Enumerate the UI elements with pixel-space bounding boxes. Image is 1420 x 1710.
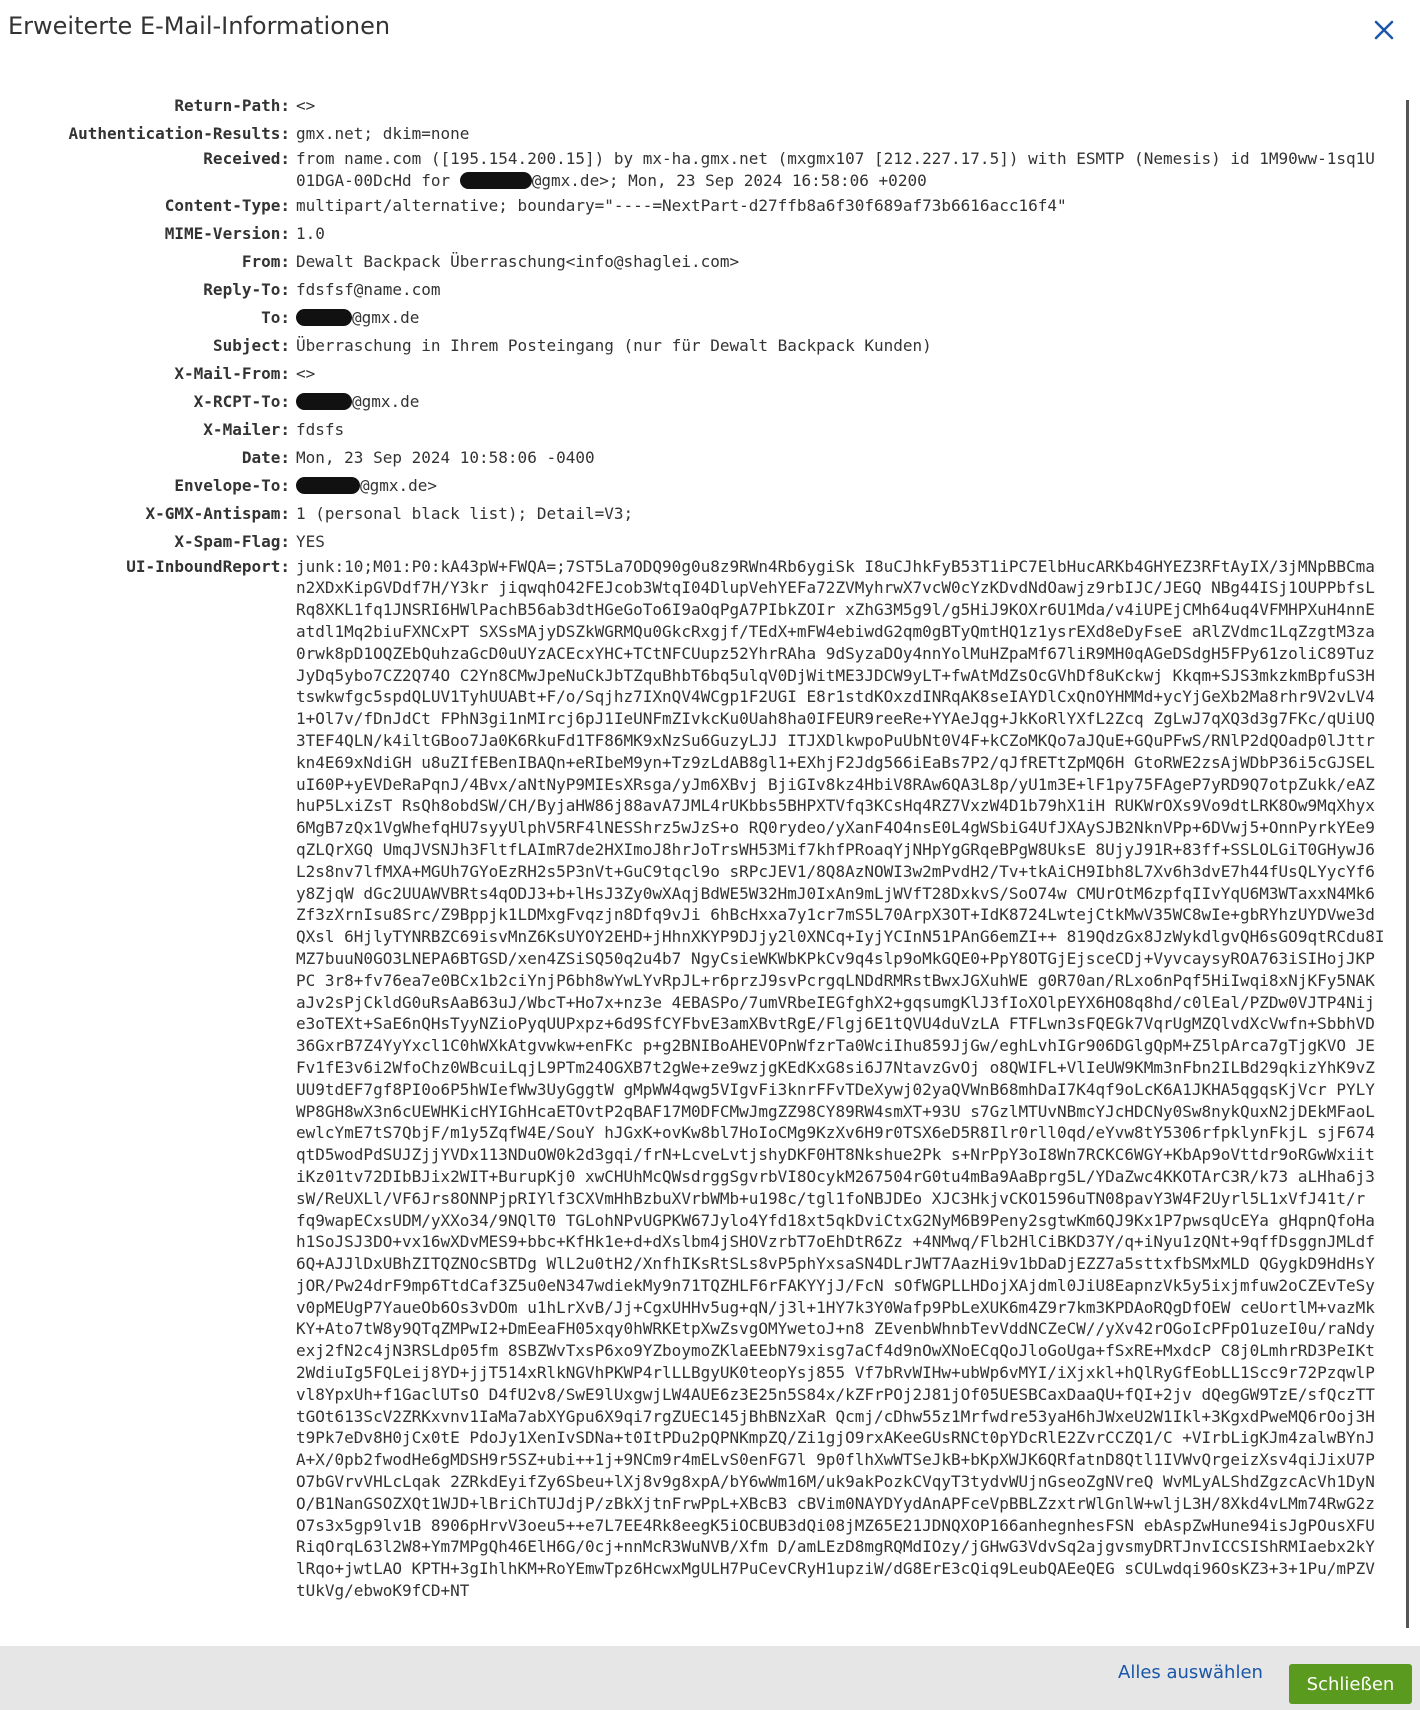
header-name: Date: — [241, 447, 290, 467]
header-value: @gmx.de> — [296, 472, 1410, 500]
header-name: Return-Path: — [174, 96, 290, 115]
header-row — [0, 500, 1414, 528]
select-all-link[interactable]: Alles auswählen — [1118, 1662, 1263, 1683]
header-name: X-GMX-Antispam: — [145, 503, 290, 523]
header-name: To: — [261, 307, 290, 327]
header-row — [0, 148, 1414, 192]
header-row — [0, 360, 1414, 388]
header-row — [0, 332, 1414, 360]
header-row — [0, 444, 1414, 472]
header-name: UI-InboundReport: — [126, 556, 290, 576]
header-row — [0, 388, 1414, 416]
header-row — [0, 248, 1414, 276]
header-row — [0, 304, 1414, 332]
header-row — [0, 220, 1414, 248]
header-value: from name.com ([195.154.200.15]) by mx-ha.gmx.net (mxgmx107 [212.227.17.5]) with ESMTP (Nemesis) id 1M90ww-1sq1U 01DGA-00DcHd for @gmx.de>; Mon, 23 Sep 2024 16:58:06 +0200 — [296, 149, 1375, 190]
redacted-address — [296, 309, 352, 326]
headers-panel[interactable] — [0, 92, 1414, 1632]
header-value: Mon, 23 Sep 2024 10:58:06 -0400 — [296, 447, 595, 467]
header-value: <> — [296, 363, 316, 383]
header-name: X-Spam-Flag: — [174, 531, 290, 551]
header-value: 1.0 — [296, 223, 325, 243]
header-name: MIME-Version: — [164, 223, 290, 243]
header-value: fdsfsf@name.com — [296, 279, 441, 299]
header-name: Reply-To: — [203, 279, 290, 299]
close-icon[interactable] — [1368, 14, 1400, 46]
header-row — [0, 120, 1414, 148]
header-value: multipart/alternative; boundary="----=NextPart-d27ffb8a6f30f689af73b6616acc16f4" — [296, 195, 1067, 215]
dialog-title: Erweiterte E-Mail-Informationen — [8, 12, 391, 40]
header-row — [0, 192, 1414, 220]
header-name: From: — [241, 251, 290, 271]
header-row — [0, 528, 1414, 556]
header-value: @gmx.de — [296, 388, 1410, 416]
redacted-address — [296, 393, 352, 410]
vertical-scrollbar[interactable] — [1406, 100, 1409, 1628]
header-name: Authentication-Results: — [68, 124, 290, 143]
header-value: Überraschung in Ihrem Posteingang (nur für Dewalt Backpack Kunden) — [296, 335, 932, 355]
header-name: Envelope-To: — [174, 475, 290, 495]
header-value: fdsfs — [296, 419, 345, 439]
header-row-inbound-report — [0, 556, 1414, 1602]
header-name: Received: — [203, 149, 290, 168]
header-name: Subject: — [212, 335, 290, 355]
header-value: YES — [296, 531, 325, 551]
header-row — [0, 416, 1414, 444]
header-value: gmx.net; dkim=none — [296, 124, 470, 143]
redacted-address — [460, 172, 532, 189]
close-button[interactable]: Schließen — [1289, 1664, 1412, 1704]
header-row — [0, 472, 1414, 500]
header-value: 1 (personal black list); Detail=V3; — [296, 503, 634, 523]
header-name: X-RCPT-To: — [193, 391, 290, 411]
inbound-report-value: junk:10;M01:P0:kA43pW+FWQA=;7ST5La7ODQ90g0u8z9RWn4Rb6ygiSk I8uCJhkFyB53T1iPC7ElbHucARKb4GHYEZ3RFtAyIX/3jMNpBBCma n2XDxKipGVDdf7H/Y3kr jiqwqhO42FEJcob3WtqI04DlupVehYEFa72ZVMyhrwX7vcW0cYzKDvdNdOawjz9rbIJC/JEGQ NBg44ISj1OUPPbfsL Rq8XKL1fq1JNSRI6HWlPachB56ab3dtHGeGoTo6I9aOqPgA7PIbkZOIr xZhG3M5g9l/g5HiJ9KOXr6U1Mda/v4iUPEjCMh64uq4VFMHPXuH4nnE atdl1Mq2biuFXNCxPT SXSsMAjyDSZkWGRMQu0GkcRxgjf/TEdX+mFW4ebiwdG2qm0gBTyQmtHQ1z1ysrEXd8eDyFseE aRlZVdmc1LqZzgtM3za 0rwk8pD1OQZEbQuhzaGcD0uUYzACEcxYHC+TCtNFCUupz52YhrRAha 9dSyzaDOy4nnYolMuHZpaMf67liR9MH0qAGeDSdgH5FPy61zoliC89Tuz JyDq5ybo7CZ2Q74O C2Yn8CMwJpeNuCkJbTZquBhbT6bq5ulqV0DjWitME3JDCW9yLT+fwAtMdZsOcGVhDf8uKckwj Kkqm+SJS3mkzkmBpfuS3H tswkwfgc5spdQLUV1TyhUUABt+F/o/Sqjhz7IXnQV4WCgp1F2UGI E8r1stdKOxzdINRqAK8seIAYDlCxQnOYHMMd+ycYjGeXb2Ma8rhr9V2vLV4 1+Ol7v/fDnJdCt FPhN3gi1nMIrcj6pJ1IeUNFmZIvkcKu0Uah8ha0IFEUR9reeRe+YYAeJqg+JkKoRlYXfL2Zcq ZgLwJ7qXQ3d3g7FKc/qUiUQ 3TEF4QLN/k4iltGBoo7Ja0K6RkuFd1TF86MK9xNzSu6GuzyLJJ ITJXDlkwpoPuUbNt0V4F+kCZoMKQo7aJQuE+GQuPFwS/RNlP2dQOadp0lJttr kn4E69xNdiGH u8uZIfEBenIBAQn+eRIbeM9yn+Tz9zLdAB8gl1+EXhjF2Jdg566iEaBs7P2/qJfRETtZpMQ6H GtoRWE2zsAjWDbP36i5cGJSEL uI60P+yEVDeRaPqnJ/4Bvx/aNtNyP9MIEsXRsga/yJm6XBvj BjiGIv8kz4HbiV8RAw6QA3L8p/yU1m3E+lF1py75FAgeP7yRD9Q7otpZukk/eAZ huP5LxiZsT RsQh8obdSW/CH/ByjaHW86j88avA7JML4rUKbbs5BHPXTVfq3KCsHq4RZ7VxzW4D1b79hX1iH RUKWrOXs9Vo9dtLRK8Ow9MqXhyx 6MgB7zQx1VgWhefqHU7syyUlphV5RF4lNESShrz5wJzS+o RQ0rydeo/yXanF4O4nsE0L4gWSbiG4UfJXAySJB2NknVPp+6DVwj5+OnnPyrkYEe9 qZLQrXGQ UmqJVSNJh3FltfLAImR7de2HXImoJ8hrJoTrsWH53Mif7khfPRoaqYjNHpYgGRqeBPgW8UksE 8UjyJ91R+83ff+SSLOLGiT0GHywJ6 L2s8nv7lfMXA+MGUh7GYoEzRH2s5P3nVt+GuC9tqcl9o sRPcJEV1/8Q8AzNOWI3w2mPvdH2/Tv+tkAiCH9Ibh8L7Xv6h3dvE7h44fUsQLYycYf6 y8ZjqW dGc2UUAWVBRts4qODJ3+b+lHsJ3Zy0wXAqjBdWE5W32HmJ0IxAn9mLjWVfT28DxkvS/SoO74w CMUrOtM6zpfqIIvYqU6M3WTaxxN4Mk6 Zf3zXrnIsu8Src/Z9Bppjk1LDMxgFvqzjn8Dfq9vJi 6hBcHxxa7y1cr7mS5L70ArpX3OT+IdK8724LwtejCtkMwV35WC8wIe+gbRYhzUYDVwe3d QXsl 6HjlyTYNRBZC69isvMnZ6KsUYOY2EHD+jHhnXKYP9DJjy2l0XNCq+IyjYCInN51PAnG6emZI++ 819QdzGx8JzWykdlgvQH6sGO9qtRCdu8I MZ7buuN0GO3LNEPA6BTGSD/xen4ZSiSQ50q2u4b7 NgyCsieWKWbKPkCv9q4slp9oMkGQE0+PpY8OTGjEjsceCDj+VyvcaysyROA763iSIHojJKP PC 3r8+fv76ea7e0BCx1b2ciYnjP6bh8wYwLYvRpJL+r6przJ9svPcrgqLNDdRMRstBwxJGXuhWE g0R70an/RLxo6nPqf5HiIwqi8xNjKFy5NAK aJv2sPjCkldG0uRsAaB63uJ/WbcT+Ho7x+nz3e 4EBASPo/7umVRbeIEGfghX2+gqsumgKlJ3fIoXOlpEYX6HO8q8hd/c0lEal/PZDw0VJTP4Nij e3oTEXt+SaE6nQHsTyyNZioPyqUUPxpz+6d9SfCYFbvE3amXBvtRgE/Flgj6E1tQVU4duVzLA FTFLwn3sFQEGk7VqrUgMZQlvdXcVwfn+SbbhVD 36GxrB7Z4YyYxcl1C0hWXkAtgvwkw+enFKc p+g2BNIBoAHEVOPnWfzrTa0WciIhu859JjGw/eghLvhIGr906DGlgQpM+Z5lpArca7gTjgKVO JE Fv1fE3v6i2WfoChz0WBcuiLqjL9PTm24OGXB7t2gWe+ze9wzjgKEdKxG8si6J7NtavzGvOj o8QWIFL+VlIeUW9KMm3nFbn2ILBd29qkizYhK9vZ UU9tdEF7gf8PI0o6P5hWIefWw3UyGggtW gMpWW4qwg5VIgvFi3knrFFvTDeXywj02yaQVWnB68mhDaI7K4qf9oLcK6A1JKHA5qgqsKjVcr PYLY WP8GH8wX3n6cUEWHKicHYIGhHcaETOvtP2qBAF17M0DFCMwJmgZZ98CY89RW4smXT+93U s7GzlMTUvNBmcYJcHDCNy0Sw8nykQuxN2jDEkMFaoL ewlcYmE7tS7QbjF/m1y5ZqfW4E/SouY hJGxK+ovKw8bl7HoIoCMg9KzXv6H9r0TSX6eD5R8Ilr0rll0qd/eYvw8tY5306rfpklynFkjL sjF674 qtD5wodPdSUJZjjYVDx113NDuOW0k2d3gqi/frN+LcveLvtjshyDKF0HT8Nkshue2Pk s+NrPpY3oI8Wn7RCKC6WGY+KbAp9oVttdr9oRGwWxiit iKz01tv72DIbBJix2WIT+BurupKj0 xwCHUhMcQWsdrggSgvrbVI8OcykM267504rG0tu4mBa9AaBprg5L/YDaZwc4KKOTArC3R/k73 aLHha6j3 sW/ReUXLl/VF6Jrs8ONNPjpRIYlf3CXVmHhBzbuXVrbWMb+u198c/tgl1foNBJDEo XJC3HkjvCKO1596uTN08pavY3W4F2Uyrl5L1xVfJ41t/r fq9wapECxsUDM/yXXo34/9NQlT0 TGLohNPvUGPKW67Jylo4Yfd18xt5qkDviCtxG2NyM6B9Peny2sgtwKm6QJ9Kx1P7pwsqUcEYa gHqpnQfoHa h1SoJSJ3DO+vx16wXDvMES9+bbc+KfHk1e+d+dXslbm4jSHOVzrbT7oEhDtR6Zz +4NMwq/Flb2HlCiBKD37Y/q+iNyu1zQNt+9qffDsggnJMLdf 6Q+AJJlDxUBhZITQZNOcSBTDg WlL2u0tH2/XnfhIKsRtSLs8vP5phYxsaSN4DLrJWT7AazHi9v1bDaDjEZZ7a5sttxfbSMxMLD QGygkD9HdHsY jOR/Pw24drF9mp6TtdCaf3Z5u0eN347wdiekMy9n71TQZHLF6rFAKYYjJ/FcN sOfWGPLLHDojXAjdml0JiU8EapnzVk5y5ixjmfuw2oCZEvTeSy v0pMEUgP7YaueOb6Os3vDOm u1hLrXvB/Jj+CgxUHHv5ug+qN/j3l+1HY7k3Y0Wafp9PbLeXUK6m4Z9r7km3KPDAoRQgDfOEW ceUortlM+vazMk KY+Ato7tW8y9QTqZMPwI2+DmEeaFH05xqy0hWRKEtpXwZsvgOMYwetoJ+n8 ZEvenbWhnbTevVddNCZeCW//yXv42rOGoIcPFpO1uzeI0u/raNdy exj2fN2c4jN3RSLdp05fm 8SBZWvTxsP6xo9YZboymoZKlaEEbN79xisg7aCf4d9nOwXNoECqQoJloGoUga+fSxRE+MxdcP C8j0LmhrRD3PeIKt 2WdiuIg5FQLeij8YD+jjT514xRlkNGVhPKWP4rlLLBgyUK0teopYsj855 Vf7bRvWIHw+ubWp6vMYI/iXjxkl+hQlRyGfEobLL1Scc9r72PzqwlP vl8YpxUh+f1GaclUTsO D4fU2v8/SwE9lUxgwjLW4AUE6z3E25n5S84x/kZFrPOj2J81jOf05UESBCaxDaaQU+fQI+2jv dQegGW9TzE/sfQczTT tGOt613ScV2ZRKxvnv1IaMa7abXYGpu6X9qi7rgZUEC145jBhBNzXaR Qcmj/cDhw55z1Mrfwdre53yaH6hJWxeU2W1Ikl+3KgxdPweMQ6rOoj3H t9Pk7eDv8H0jCx0tE PdoJy1XenIvSDNa+t0ItPDu2pQPNKmpZQ/Zi1gjO9rxAKeeGUsRNCt0pYDcRlE2ZvrCCZQ1/C +VIrbLigKJm4zalwBYnJ A+X/0pb2fwodHe6gMDSH9r5SZ+ubi++1j+9NCm9r4mELvS0enFG7l 9p0flhXwWTSeJkB+bKpXWJK6QRfatnD8Qtl1IVWvQrgeizXsv4qiJixU7P O7bGVrvVHLcLqak 2ZRkdEyifZy6Sbeu+lXj8v9g8xpA/bY6wWm16M/uk9akPozkCVqyT3tydvWUjnGseoZgNVreQ WvMLyALShdZgzcAcVh1DyN O/B1NanGSOZXQt1WJD+lBriChTUJdjP/zBkXjtnFrwPpL+XBcB3 cBVim0NAYDYydAnAPFceVpBBLZzxtrWlGnlW+wljL3H/8Xkd4vLMm74RwG2z O7s3x5gp9lv1B 8906pHrvV3oeu5++e7L7EE4Rk8eegK5iOCBUB3dQi08jMZ65E21JDNQXOP166anhegnhesFSN ebAspZwHune94isJgPOusXFU RiqOrqL63l2W8+Ym7MPgQh46ElH6G/0cj+nnMcR3WuNVB/Xfm D/amLEzD8mgRQMdIOzy/jGHwG3VdvSq2ajgvsmyDRTJnvICCSIShRMIaebx2kY lRqo+jwtLAO KPTH+3gIhlhKM+RoYEmwTpz6HcwxMgULH7PuCevCRyH1upziW/dG8ErE3cQiq9LeubQAEeQEG sCULwdqi96OsKZ3+3+1Pu/mPZV tUkVg/ebwoK9fCD+NT — [296, 556, 1385, 1601]
header-value: Dewalt Backpack Überraschung<info@shaglei.com> — [296, 251, 740, 271]
redacted-address — [296, 477, 360, 494]
header-value: @gmx.de — [296, 304, 1410, 332]
header-row — [0, 92, 1414, 120]
header-name: X-Mail-From: — [174, 363, 290, 383]
header-name: X-Mailer: — [203, 419, 290, 439]
header-value: <> — [296, 96, 316, 115]
header-row — [0, 276, 1414, 304]
header-name: Content-Type: — [164, 195, 290, 215]
